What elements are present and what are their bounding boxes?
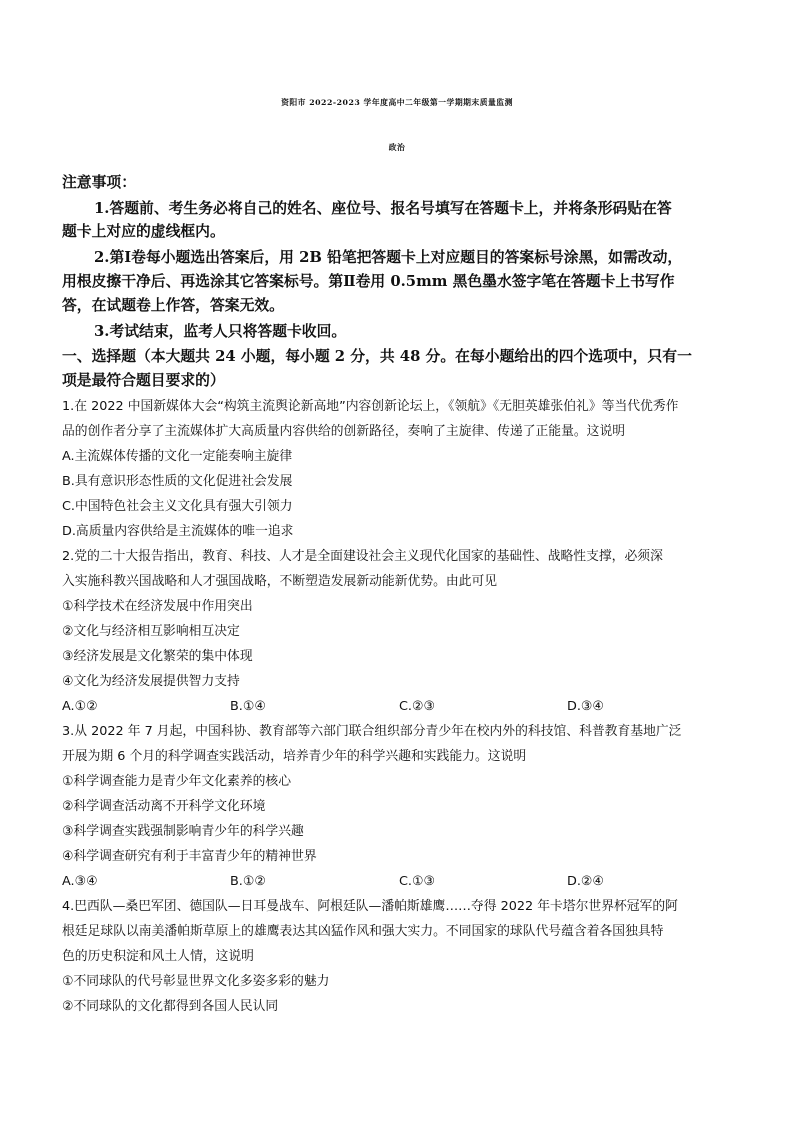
section-heading-line-1: 一、选择题（本大题共 24 小题，每小题 2 分，共 48 分。在每小题给出的四个选项中，只有一: [62, 348, 692, 365]
q3-option-a: A.③④: [62, 874, 98, 889]
q2-option-d: D.③④: [567, 699, 604, 714]
q1-option-d: D.高质量内容供给是主流媒体的唯一追求: [62, 524, 294, 539]
q1-option-c: C.中国特色社会主义文化具有强大引领力: [62, 499, 293, 514]
q4-stem-line-2: 根廷足球队以南美潘帕斯草原上的雄鹰表达其凶猛作风和强大实力。不同国家的球队代号蕴含着各国独具特: [62, 924, 664, 939]
q2-statement-2: ②文化与经济相互影响相互决定: [62, 624, 240, 639]
q3-statement-1: ①科学调查能力是青少年文化素养的核心: [62, 774, 292, 789]
q3-stem-line-2: 开展为期 6 个月的科学调查实践活动，培养青少年的科学兴趣和实践能力。这说明: [62, 749, 527, 764]
q2-option-b: B.①④: [230, 699, 266, 714]
q3-statement-2: ②科学调查活动离不开科学文化环境: [62, 799, 266, 814]
section-heading-line-2: 项是最符合题目要求的）: [62, 372, 225, 389]
q2-statement-3: ③经济发展是文化繁荣的集中体现: [62, 649, 253, 664]
q3-stem-line-1: 3.从 2022 年 7 月起，中国科协、教育部等六部门联合组织部分青少年在校内外的科技馆、科普教育基地广泛: [62, 724, 682, 739]
q4-statement-1: ①不同球队的代号彰显世界文化多姿多彩的魅力: [62, 974, 330, 989]
q3-option-c: C.①③: [399, 874, 435, 889]
q3-option-b: B.①②: [230, 874, 266, 889]
notice-item-2-line-3: 答，在试题卷上作答，答案无效。: [62, 297, 284, 314]
q4-stem-line-1: 4.巴西队—桑巴军团、德国队—日耳曼战车、阿根廷队—潘帕斯雄鹰……夺得 2022 年卡塔尔世界杯冠军的阿: [62, 899, 678, 914]
q4-statement-2: ②不同球队的文化都得到各国人民认同: [62, 999, 279, 1014]
notice-item-1-line-2: 题卡上对应的虚线框内。: [62, 223, 225, 240]
q2-statement-4: ④文化为经济发展提供智力支持: [62, 674, 240, 689]
q1-option-b: B.具有意识形态性质的文化促进社会发展: [62, 474, 293, 489]
q2-option-a: A.①②: [62, 699, 98, 714]
q2-option-c: C.②③: [399, 699, 435, 714]
notice-item-2-line-1: 2.第Ⅰ卷每小题选出答案后，用 2B 铅笔把答题卡上对应题目的答案标号涂黑，如需改动，: [94, 249, 683, 266]
notice-item-2-line-2: 用根皮擦干净后、再选涂其它答案标号。第Ⅱ卷用 0.5mm 黑色墨水签字笔在答题卡上书写作: [62, 273, 675, 290]
notice-heading: 注意事项：: [62, 174, 136, 191]
q4-stem-line-3: 色的历史积淀和风土人情，这说明: [62, 949, 254, 964]
q1-option-a: A.主流媒体传播的文化一定能奏响主旋律: [62, 449, 293, 464]
notice-item-1-line-1: 1.答题前、考生务必将自己的姓名、座位号、报名号填写在答题卡上，并将条形码贴在答: [94, 200, 672, 217]
q2-stem-line-2: 入实施科教兴国战略和人才强国战略，不断塑造发展新动能新优势。由此可见: [62, 574, 498, 589]
subject-title: 政治: [388, 143, 406, 152]
q3-option-d: D.②④: [567, 874, 604, 889]
q1-stem-line-2: 品的创作者分享了主流媒体扩大高质量内容供给的创新路径，奏响了主旋律、传递了正能量。这说明: [62, 424, 626, 439]
q3-statement-3: ③科学调查实践强制影响青少年的科学兴趣: [62, 824, 304, 839]
q2-statement-1: ①科学技术在经济发展中作用突出: [62, 599, 253, 614]
notice-item-3: 3.考试结束，监考人只将答题卡收回。: [94, 323, 347, 340]
q1-stem-line-1: 1.在 2022 中国新媒体大会“构筑主流舆论新高地”内容创新论坛上，《领航》《无胆英雄张伯礼》等当代优秀作: [62, 399, 679, 414]
q3-statement-4: ④科学调查研究有利于丰富青少年的精神世界: [62, 849, 317, 864]
q2-stem-line-1: 2.党的二十大报告指出，教育、科技、人才是全面建设社会主义现代化国家的基础性、战略性支撑，必须深: [62, 549, 663, 564]
exam-title: 资阳市 2022-2023 学年度高中二年级第一学期期末质量监测: [281, 98, 513, 107]
